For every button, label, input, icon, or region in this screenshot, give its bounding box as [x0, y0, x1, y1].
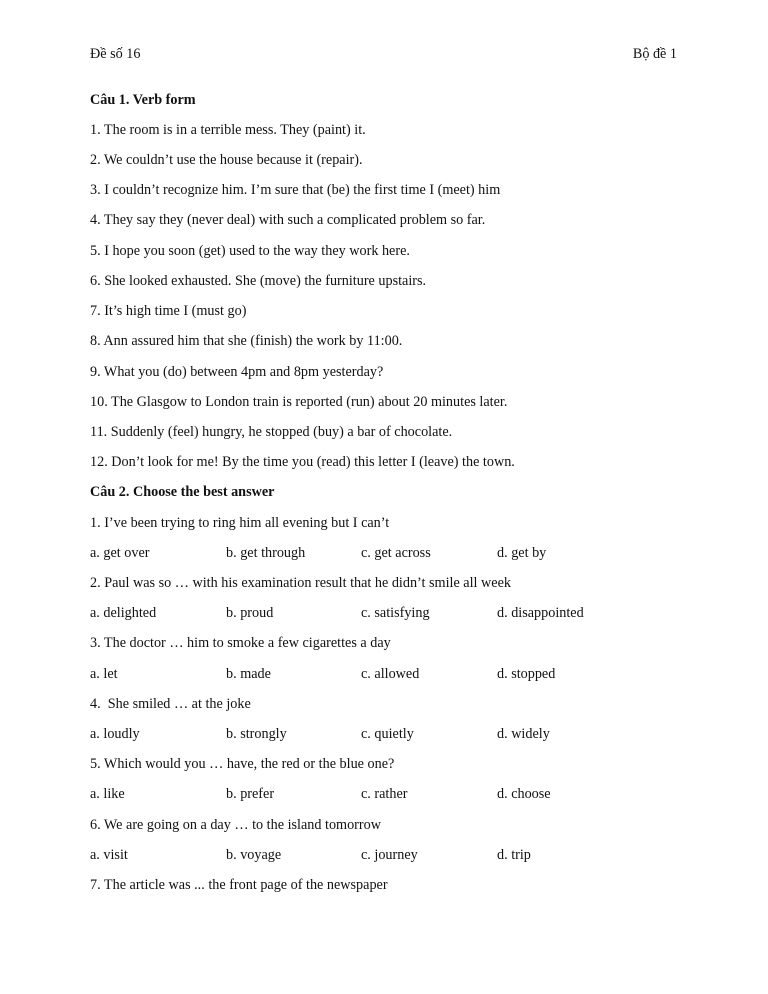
question: 2. Paul was so … with his examination result that he didn’t smile all week	[90, 575, 511, 591]
verb-item: 4. They say they (never deal) with such a complicated problem so far.	[90, 212, 486, 228]
answer-option: a. visit	[90, 847, 128, 863]
question: 5. Which would you … have, the red or the blue one?	[90, 756, 395, 772]
answer-option: a. delighted	[90, 605, 157, 621]
question: 3. The doctor … him to smoke a few cigarettes a day	[90, 635, 391, 651]
question: 1. I’ve been trying to ring him all evening but I can’t	[90, 515, 390, 531]
answer-option: c. get across	[361, 545, 431, 561]
verb-item: 10. The Glasgow to London train is reported (run) about 20 minutes later.	[90, 394, 508, 410]
answer-option: d. disappointed	[497, 605, 584, 621]
header-exam-number: Đề số 16	[90, 46, 141, 62]
answer-option: b. prefer	[226, 786, 275, 802]
verb-item: 2. We couldn’t use the house because it (repair).	[90, 152, 363, 168]
verb-item: 5. I hope you soon (get) used to the way they work here.	[90, 243, 410, 259]
verb-item: 6. She looked exhausted. She (move) the furniture upstairs.	[90, 273, 427, 289]
header-set-number: Bộ đề 1	[632, 46, 677, 62]
verb-item: 7. It’s high time I (must go)	[90, 303, 247, 319]
answer-option: b. proud	[226, 605, 274, 621]
answer-option: d. trip	[497, 847, 531, 863]
answer-option: b. strongly	[226, 726, 287, 742]
verb-item: 8. Ann assured him that she (finish) the work by 11:00.	[90, 333, 403, 349]
answer-option: c. allowed	[361, 666, 420, 682]
section1-title: Câu 1. Verb form	[90, 92, 196, 108]
answer-option: b. get through	[226, 545, 306, 561]
answer-option: d. get by	[497, 545, 547, 561]
verb-item: 12. Don’t look for me! By the time you (read) this letter I (leave) the town.	[90, 454, 515, 470]
answer-option: a. loudly	[90, 726, 140, 742]
answer-option: c. satisfying	[361, 605, 430, 621]
verb-item: 3. I couldn’t recognize him. I’m sure that (be) the first time I (meet) him	[90, 182, 501, 198]
answer-option: d. choose	[497, 786, 551, 802]
answer-option: a. like	[90, 786, 125, 802]
verb-item: 1. The room is in a terrible mess. They (paint) it.	[90, 122, 366, 138]
answer-option: c. quietly	[361, 726, 414, 742]
question: 4. She smiled … at the joke	[90, 696, 251, 712]
answer-option: c. journey	[361, 847, 418, 863]
answer-option: d. widely	[497, 726, 550, 742]
answer-option: b. made	[226, 666, 271, 682]
question: 7. The article was ... the front page of the newspaper	[90, 877, 388, 893]
answer-option: a. let	[90, 666, 118, 682]
verb-item: 11. Suddenly (feel) hungry, he stopped (buy) a bar of chocolate.	[90, 424, 453, 440]
question: 6. We are going on a day … to the island tomorrow	[90, 817, 381, 833]
answer-option: a. get over	[90, 545, 150, 561]
verb-item: 9. What you (do) between 4pm and 8pm yesterday?	[90, 364, 384, 380]
answer-option: b. voyage	[226, 847, 282, 863]
answer-option: c. rather	[361, 786, 408, 802]
section2-title: Câu 2. Choose the best answer	[90, 484, 275, 500]
answer-option: d. stopped	[497, 666, 556, 682]
